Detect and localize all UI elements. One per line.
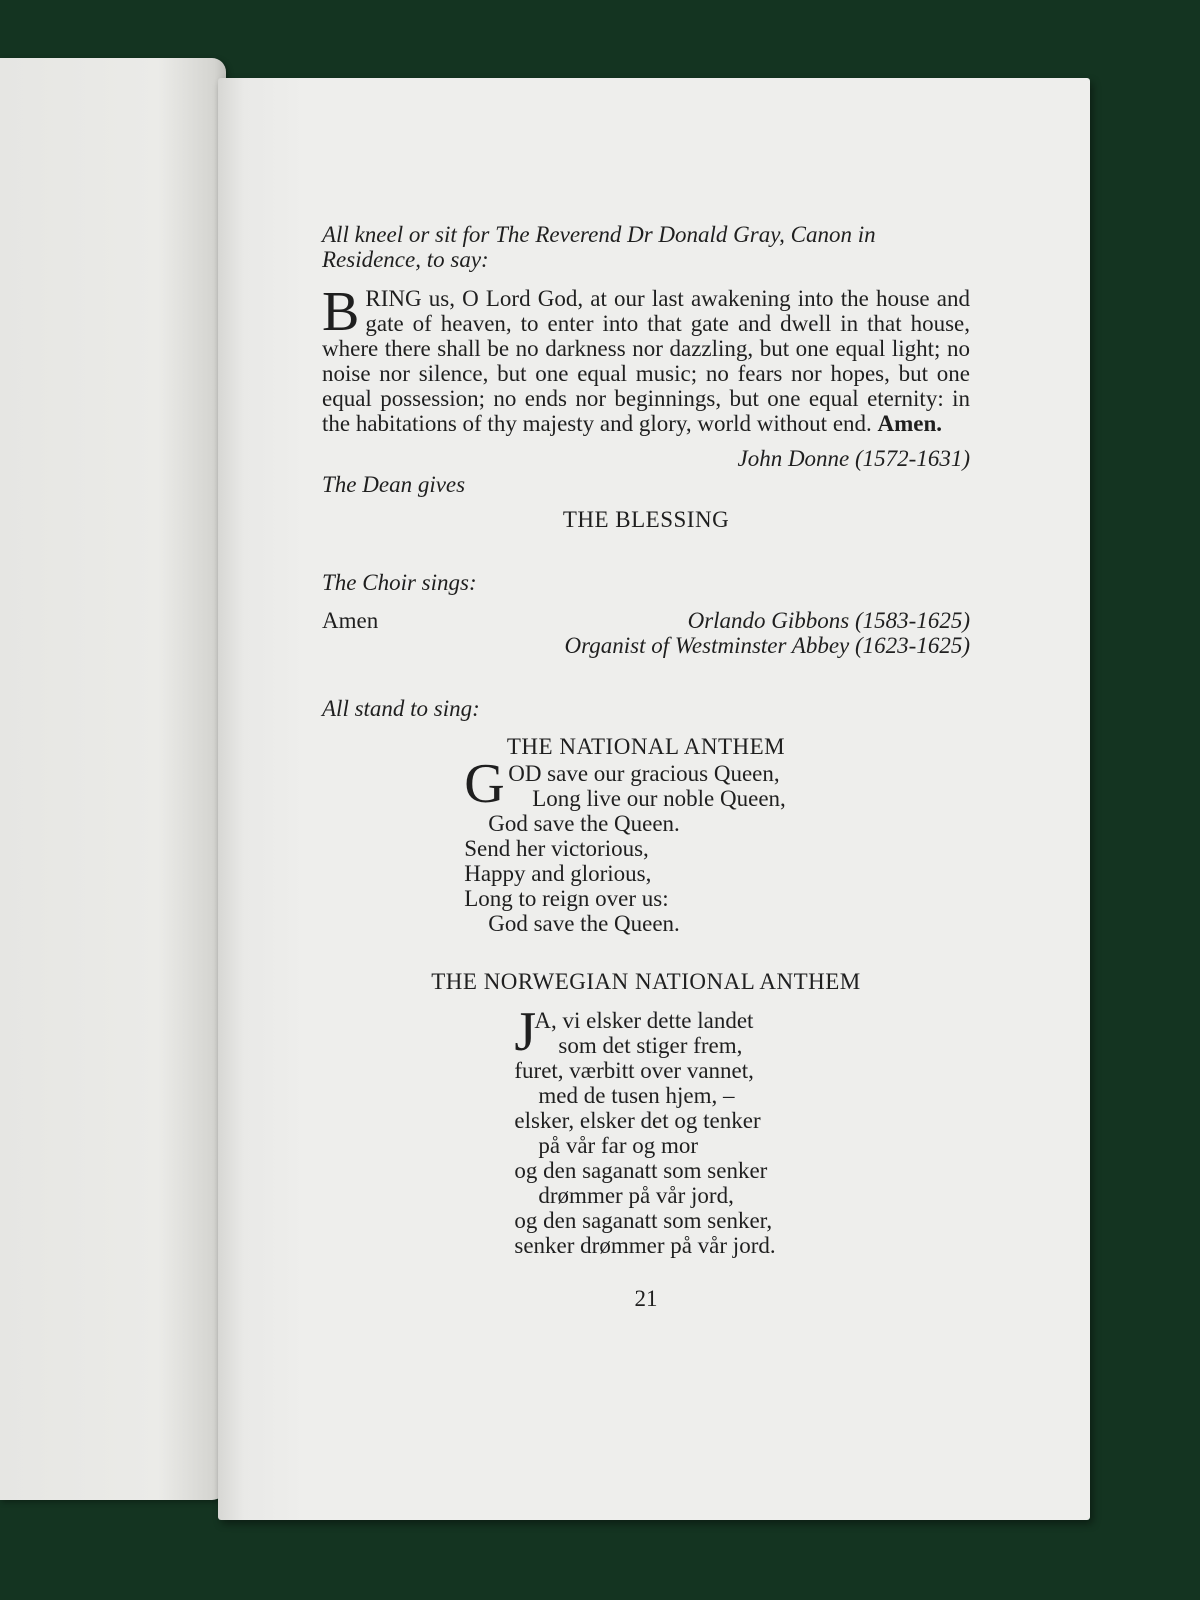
prayer-body: RING us, O Lord God, at our last awakening into the house and gate of heaven, to enter into that gate and dwell in that house, where there shall be no darkness nor dazzling, but one equal light; no noise nor silence, but one equal music; no fears nor hopes, but one equal possession; no ends nor beginnings, but one equal eternity: in the habitations of thy majesty and glory, world without end. bbox=[322, 286, 970, 436]
anthem-line: God save the Queen. bbox=[488, 811, 680, 836]
blessing-heading: THE BLESSING bbox=[562, 507, 730, 532]
anthem-line: Long to reign over us: bbox=[464, 886, 669, 911]
anthem-rubric: All stand to sing: bbox=[322, 696, 480, 721]
choir-row bbox=[322, 608, 970, 658]
anthem-line: og den saganatt som senker, bbox=[514, 1208, 773, 1233]
national-anthem-verse-wrap bbox=[322, 753, 928, 936]
anthem-line: God save the Queen. bbox=[488, 911, 680, 936]
prayer-rubric: All kneel or sit for The Reverend Dr Donald Gray, Canon in Residence, to say: bbox=[322, 222, 876, 272]
composer-role: Organist of Westminster Abbey (1623-1625) bbox=[564, 633, 970, 658]
anthem-line: på vår far og mor bbox=[538, 1133, 699, 1158]
anthem-line: drømmer på vår jord, bbox=[538, 1183, 734, 1208]
anthem-line: elsker, elsker det og tenker bbox=[514, 1108, 761, 1133]
anthem-line: OD save our gracious Queen, bbox=[508, 761, 780, 786]
composer-name: Orlando Gibbons (1583-1625) bbox=[687, 608, 970, 633]
choir-piece: Amen bbox=[322, 608, 379, 633]
anthem-line: Happy and glorious, bbox=[464, 861, 652, 886]
dropcap-b: B bbox=[322, 281, 360, 343]
choir-rubric: The Choir sings: bbox=[322, 570, 477, 595]
page-number: 21 bbox=[634, 1286, 658, 1311]
prayer-text bbox=[322, 281, 970, 436]
national-anthem-heading: THE NATIONAL ANTHEM bbox=[506, 734, 786, 759]
anthem-line: med de tusen hjem, – bbox=[538, 1083, 735, 1108]
page-content bbox=[322, 222, 970, 1311]
blessing-rubric: The Dean gives bbox=[322, 472, 466, 497]
anthem-line: Send her victorious, bbox=[464, 836, 649, 861]
anthem-line: senker drømmer på vår jord. bbox=[514, 1233, 776, 1258]
anthem-line: og den saganatt som senker bbox=[514, 1158, 768, 1183]
dropcap-j: J bbox=[514, 1001, 537, 1063]
dropcap-g: G bbox=[464, 753, 505, 815]
norwegian-anthem-verse-wrap bbox=[322, 1001, 968, 1258]
left-page bbox=[0, 58, 226, 1500]
choir-credits bbox=[565, 608, 970, 658]
norwegian-anthem-heading: THE NORWEGIAN NATIONAL ANTHEM bbox=[431, 969, 861, 994]
anthem-line: som det stiger frem, bbox=[558, 1033, 743, 1058]
anthem-line: furet, værbitt over vannet, bbox=[514, 1058, 754, 1083]
norwegian-anthem-verse bbox=[514, 1001, 776, 1258]
prayer-attribution: John Donne (1572-1631) bbox=[737, 446, 970, 471]
national-anthem-verse bbox=[464, 753, 786, 936]
anthem-line: Long live our noble Queen, bbox=[532, 786, 786, 811]
prayer-amen: Amen. bbox=[877, 411, 943, 436]
anthem-line: A, vi elsker dette landet bbox=[534, 1008, 754, 1033]
